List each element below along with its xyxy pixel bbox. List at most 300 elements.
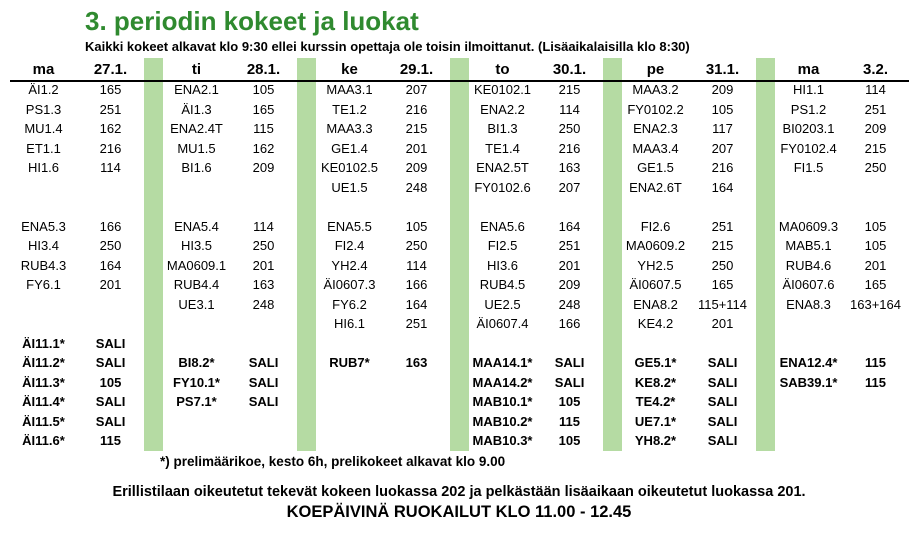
course-code: ENA2.2 [480, 101, 525, 117]
room-number: 163+164 [850, 296, 901, 312]
room-number: 251 [99, 101, 122, 117]
room-number: SALI [248, 355, 279, 371]
room-number: SALI [95, 413, 126, 429]
room-number: 209 [558, 277, 581, 293]
room-number: 216 [405, 101, 428, 117]
course-code: SAB39.1* [779, 374, 838, 390]
column-separator [297, 58, 316, 451]
exam-row [316, 431, 450, 451]
room-number: 215 [558, 82, 581, 98]
room-number: 115 [253, 121, 274, 137]
exam-row [10, 217, 144, 237]
exam-row [163, 275, 297, 295]
room-number: 248 [405, 179, 428, 195]
course-code: KE0102.1 [473, 82, 532, 98]
exam-row [316, 139, 450, 159]
exam-row [775, 158, 909, 178]
page-title: 3. periodin kokeet ja luokat [85, 6, 419, 36]
room-number: 201 [252, 257, 275, 273]
date-label: 31.1. [705, 60, 740, 78]
course-code: KE0102.5 [320, 160, 379, 176]
exam-row [775, 100, 909, 120]
exam-row [622, 197, 756, 217]
course-code: ENA5.4 [174, 218, 219, 234]
exam-row [316, 314, 450, 334]
day-header [10, 58, 144, 80]
course-code: MAB10.3* [472, 433, 533, 449]
exam-row [10, 236, 144, 256]
exam-row [469, 373, 603, 393]
room-number: 162 [99, 121, 122, 137]
room-number: SALI [95, 394, 126, 410]
exam-row [163, 236, 297, 256]
course-code: ENA5.3 [21, 218, 66, 234]
course-code: MAB10.1* [472, 394, 533, 410]
exam-row [775, 178, 909, 198]
course-code: BI1.6 [181, 160, 212, 176]
exam-row [622, 431, 756, 451]
exam-row [622, 275, 756, 295]
course-code: HI3.6 [486, 257, 519, 273]
course-code: ÄI11.5* [22, 413, 65, 429]
exam-row [775, 197, 909, 217]
course-code: FY0102.2 [627, 101, 684, 117]
course-code: MU1.5 [177, 140, 216, 156]
exam-row [469, 178, 603, 198]
exam-row [469, 197, 603, 217]
exam-row [775, 392, 909, 412]
header-underline [10, 80, 909, 82]
day-label: ma [797, 60, 820, 78]
day-label: ke [341, 60, 358, 78]
room-number: 251 [405, 316, 428, 332]
exam-row [316, 392, 450, 412]
room-number: 251 [711, 218, 734, 234]
exam-row [316, 236, 450, 256]
room-number: 114 [865, 82, 886, 98]
room-number: 115 [865, 374, 886, 390]
schedule-note: Kaikki kokeet alkavat klo 9:30 ellei kurssin opettaja ole toisin ilmoittanut. (Lisäaikalaisilla klo 8:30) [85, 39, 690, 54]
room-number: SALI [554, 374, 585, 390]
course-code: ÄI11.3* [22, 374, 65, 390]
room-number: 201 [558, 257, 581, 273]
exam-row [622, 353, 756, 373]
room-number: SALI [707, 394, 738, 410]
course-code: TE1.2 [332, 101, 367, 117]
room-number: 163 [558, 160, 581, 176]
exam-row [622, 139, 756, 159]
exam-row [10, 158, 144, 178]
course-code: PS1.2 [790, 101, 827, 117]
course-code: GE5.1* [634, 355, 677, 371]
exam-row [775, 431, 909, 451]
date-label: 27.1. [93, 60, 128, 78]
room-number: 201 [711, 316, 734, 332]
exam-row [469, 275, 603, 295]
exam-row [775, 139, 909, 159]
course-code: ÄI11.6* [22, 433, 65, 449]
course-code: ET1.1 [26, 140, 61, 156]
room-number: 248 [558, 296, 581, 312]
day-column-pe-31.1. [622, 58, 756, 451]
room-number: 105 [864, 218, 887, 234]
room-number: 114 [100, 160, 121, 176]
exam-row [316, 80, 450, 100]
exam-row [163, 158, 297, 178]
exam-row [316, 100, 450, 120]
course-code: FY0102.6 [474, 179, 531, 195]
exam-row [775, 334, 909, 354]
exam-row [10, 119, 144, 139]
room-number: 164 [558, 218, 581, 234]
course-code: MAA3.4 [632, 140, 679, 156]
course-code: ÄI11.4* [22, 394, 65, 410]
room-number: 115+114 [697, 296, 748, 312]
date-label: 28.1. [246, 60, 281, 78]
room-number: 165 [711, 277, 734, 293]
course-code: ENA8.2 [633, 296, 678, 312]
exam-row [775, 119, 909, 139]
exam-row [10, 431, 144, 451]
course-code: BI1.3 [487, 121, 518, 137]
course-code: ENA5.6 [480, 218, 525, 234]
course-code: ENA5.5 [327, 218, 372, 234]
exam-row [316, 178, 450, 198]
room-number: 209 [711, 82, 734, 98]
day-column-to-30.1. [469, 58, 603, 451]
exam-row [10, 334, 144, 354]
room-number: 201 [864, 257, 887, 273]
exam-row [163, 80, 297, 100]
exam-row [469, 80, 603, 100]
room-number: SALI [554, 355, 585, 371]
exam-row [775, 275, 909, 295]
course-code: ÄI0607.5 [629, 277, 682, 293]
course-code: GE1.5 [637, 160, 674, 176]
exam-row [622, 373, 756, 393]
exam-row [10, 256, 144, 276]
exam-row [163, 139, 297, 159]
day-label: ma [32, 60, 55, 78]
exam-row [163, 100, 297, 120]
special-room-note: Erillistilaan oikeutetut tekevät kokeen luokassa 202 ja pelkästään lisäaikaan oikeutetut luokassa 201. [112, 483, 806, 500]
room-number: 115 [559, 413, 580, 429]
course-code: YH2.4 [331, 257, 368, 273]
course-code: ENA2.1 [174, 82, 219, 98]
exam-row [10, 80, 144, 100]
exam-row [316, 353, 450, 373]
course-code: UE1.5 [331, 179, 368, 195]
room-number: 209 [252, 160, 275, 176]
room-number: 117 [712, 121, 733, 137]
exam-row [469, 392, 603, 412]
day-column-ma-27.1. [10, 58, 144, 451]
exam-row [163, 431, 297, 451]
room-number: 164 [99, 257, 122, 273]
room-number: SALI [707, 433, 738, 449]
course-code: KE4.2 [637, 316, 674, 332]
room-number: 162 [252, 140, 275, 156]
prelim-footnote: *) prelimäärikoe, kesto 6h, prelikokeet alkavat klo 9.00 [160, 453, 506, 469]
room-number: 201 [405, 140, 428, 156]
room-number: 166 [405, 277, 428, 293]
exam-row [622, 158, 756, 178]
room-number: 216 [711, 160, 734, 176]
exam-row [775, 373, 909, 393]
room-number: 250 [864, 160, 887, 176]
exam-row [622, 217, 756, 237]
exam-row [163, 334, 297, 354]
course-code: ÄI0607.6 [782, 277, 835, 293]
course-code: FY10.1* [173, 374, 220, 390]
day-header [469, 58, 603, 80]
day-label: to [495, 60, 510, 78]
exam-row [775, 80, 909, 100]
exam-row [316, 334, 450, 354]
exam-row [10, 373, 144, 393]
course-code: ENA8.3 [786, 296, 831, 312]
exam-row [622, 334, 756, 354]
date-label: 29.1. [399, 60, 434, 78]
course-code: RUB4.4 [173, 277, 220, 293]
course-code: FY0102.4 [780, 140, 837, 156]
room-number: 251 [864, 101, 887, 117]
day-header [775, 58, 909, 80]
course-code: ÄI11.1* [22, 335, 65, 351]
room-number: 114 [559, 101, 580, 117]
exam-row [622, 295, 756, 315]
course-code: ÄI0607.4 [476, 316, 529, 332]
room-number: 209 [405, 160, 428, 176]
course-code: RUB4.3 [20, 257, 67, 273]
exam-row [10, 392, 144, 412]
room-number: 105 [405, 218, 428, 234]
room-number: 164 [711, 179, 734, 195]
exam-row [622, 80, 756, 100]
exam-row [10, 178, 144, 198]
course-code: ENA2.3 [633, 121, 678, 137]
course-code: ENA2.4T [170, 121, 223, 137]
room-number: SALI [707, 413, 738, 429]
exam-row [469, 236, 603, 256]
day-header [316, 58, 450, 80]
room-number: 163 [405, 355, 428, 371]
room-number: 105 [252, 82, 275, 98]
room-number: SALI [248, 394, 279, 410]
room-number: 207 [558, 179, 581, 195]
room-number: 105 [558, 394, 581, 410]
exam-table-columns [10, 58, 909, 451]
course-code: RUB7* [329, 355, 370, 371]
room-number: 250 [711, 257, 734, 273]
room-number: 165 [99, 82, 122, 98]
room-number: 215 [711, 238, 734, 254]
room-number: 105 [99, 374, 122, 390]
room-number: 166 [99, 218, 122, 234]
course-code: RUB4.6 [785, 257, 832, 273]
exam-row [469, 412, 603, 432]
room-number: 251 [558, 238, 581, 254]
room-number: 215 [864, 140, 887, 156]
exam-row [316, 119, 450, 139]
room-number: 248 [252, 296, 275, 312]
course-code: UE7.1* [634, 413, 677, 429]
course-code: FI2.4 [334, 238, 365, 254]
exam-row [469, 100, 603, 120]
exam-table [10, 58, 909, 451]
course-code: MAA14.1* [472, 355, 533, 371]
exam-row [775, 412, 909, 432]
room-number: 250 [558, 121, 581, 137]
course-code: ENA12.4* [779, 355, 838, 371]
exam-row [469, 353, 603, 373]
exam-row [469, 295, 603, 315]
room-number: 250 [99, 238, 122, 254]
exam-row [10, 314, 144, 334]
exam-row [10, 353, 144, 373]
room-number: 105 [711, 101, 734, 117]
exam-row [775, 217, 909, 237]
course-code: FI2.5 [487, 238, 518, 254]
day-column-ti-28.1. [163, 58, 297, 451]
exam-row [469, 217, 603, 237]
room-number: 216 [558, 140, 581, 156]
course-code: ENA2.6T [629, 179, 682, 195]
exam-row [622, 119, 756, 139]
exam-row [469, 158, 603, 178]
course-code: BI8.2* [178, 355, 215, 371]
course-code: MA0609.1 [166, 257, 227, 273]
course-code: MAA14.2* [472, 374, 533, 390]
course-code: PS1.3 [25, 101, 62, 117]
room-number: 163 [252, 277, 275, 293]
exam-row [163, 314, 297, 334]
exam-row [163, 412, 297, 432]
course-code: MA0609.3 [778, 218, 839, 234]
exam-row [622, 178, 756, 198]
course-code: BI0203.1 [782, 121, 835, 137]
course-code: GE1.4 [331, 140, 368, 156]
course-code: HI6.1 [333, 316, 366, 332]
day-label: ti [191, 60, 202, 78]
exam-row [775, 256, 909, 276]
date-label: 30.1. [552, 60, 587, 78]
exam-row [316, 256, 450, 276]
room-number: 164 [405, 296, 428, 312]
room-number: 165 [864, 277, 887, 293]
course-code: UE2.5 [484, 296, 521, 312]
course-code: PS7.1* [176, 394, 217, 410]
room-number: 115 [865, 355, 886, 371]
exam-row [163, 197, 297, 217]
course-code: YH8.2* [634, 433, 677, 449]
course-code: TE4.2* [635, 394, 676, 410]
day-column-ke-29.1. [316, 58, 450, 451]
room-number: 165 [252, 101, 275, 117]
course-code: TE1.4 [485, 140, 520, 156]
column-separator [450, 58, 469, 451]
room-number: 207 [711, 140, 734, 156]
course-code: YH2.5 [637, 257, 674, 273]
exam-row [316, 217, 450, 237]
room-number: 209 [864, 121, 887, 137]
course-code: ENA2.5T [476, 160, 529, 176]
exam-row [469, 431, 603, 451]
room-number: SALI [95, 355, 126, 371]
exam-row [316, 373, 450, 393]
course-code: FI1.5 [793, 160, 824, 176]
course-code: HI1.1 [792, 82, 825, 98]
lunch-time-note: KOEPÄIVINÄ RUOKAILUT KLO 11.00 - 12.45 [286, 502, 632, 521]
course-code: MU1.4 [24, 121, 63, 137]
exam-row [10, 197, 144, 217]
exam-row [622, 100, 756, 120]
exam-row [316, 158, 450, 178]
course-code: HI3.5 [180, 238, 213, 254]
exam-row [163, 119, 297, 139]
exam-row [10, 139, 144, 159]
course-code: FI2.6 [640, 218, 671, 234]
column-separator [603, 58, 622, 451]
exam-row [622, 236, 756, 256]
room-number: 250 [405, 238, 428, 254]
exam-row [163, 373, 297, 393]
day-column-ma-3.2. [775, 58, 909, 451]
exam-row [163, 256, 297, 276]
room-number: 216 [99, 140, 122, 156]
exam-row [316, 275, 450, 295]
exam-row [622, 314, 756, 334]
day-header [163, 58, 297, 80]
exam-row [316, 412, 450, 432]
exam-row [469, 119, 603, 139]
course-code: MAA3.2 [632, 82, 679, 98]
course-code: FY6.2 [332, 296, 367, 312]
exam-row [163, 295, 297, 315]
room-number: 250 [252, 238, 275, 254]
exam-row [469, 256, 603, 276]
room-number: 114 [253, 218, 274, 234]
room-number: SALI [95, 335, 126, 351]
room-number: 115 [100, 433, 121, 449]
column-separator [756, 58, 775, 451]
exam-row [469, 314, 603, 334]
room-number: 105 [864, 238, 887, 254]
room-number: 166 [558, 316, 581, 332]
exam-row [469, 334, 603, 354]
day-header [622, 58, 756, 80]
exam-row [775, 314, 909, 334]
course-code: HI1.6 [27, 160, 60, 176]
day-label: pe [646, 60, 665, 78]
course-code: ÄI1.3 [181, 101, 212, 117]
exam-row [163, 178, 297, 198]
room-number: 207 [405, 82, 428, 98]
room-number: SALI [707, 355, 738, 371]
exam-row [10, 100, 144, 120]
room-number: 114 [406, 257, 427, 273]
course-code: MAB10.2* [472, 413, 533, 429]
course-code: ÄI1.2 [28, 82, 59, 98]
course-code: KE8.2* [634, 374, 677, 390]
course-code: MAA3.1 [326, 82, 373, 98]
exam-row [622, 256, 756, 276]
room-number: 105 [558, 433, 581, 449]
room-number: 215 [405, 121, 428, 137]
course-code: ÄI0607.3 [323, 277, 376, 293]
exam-row [316, 197, 450, 217]
date-label: 3.2. [862, 60, 889, 78]
